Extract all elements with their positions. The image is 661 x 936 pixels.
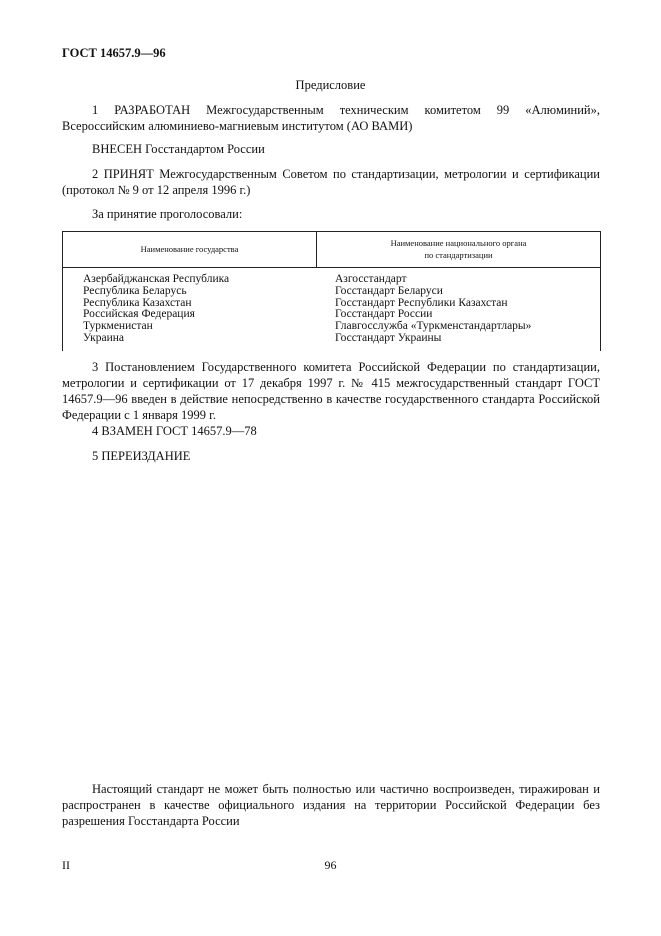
paragraph-reissue: 5 ПЕРЕИЗДАНИЕ xyxy=(92,449,191,463)
roman-page-mark: II xyxy=(62,858,70,872)
paragraph-introduced: ВНЕСЕН Госстандартом России xyxy=(92,142,265,156)
paragraph-voted: За принятие проголосовали: xyxy=(92,207,243,221)
page-number: 96 xyxy=(324,858,337,872)
table-cell-state: Российская Федерация xyxy=(83,308,195,321)
bodies-column xyxy=(335,274,531,345)
table-header-body-line1: Наименование национального органа xyxy=(390,238,527,248)
table-cell-body: Госстандарт Беларуси xyxy=(335,284,443,297)
table-cell-state: Украина xyxy=(83,331,124,344)
copyright-notice: Настоящий стандарт не может быть полностью или частично воспроизведен, тиражирован и распространен в качестве официального издания на территории Российской Федерации без разрешения Госстандарта России xyxy=(62,782,600,828)
table-cell-body: Госстандарт России xyxy=(335,308,433,321)
paragraph-replaces: 4 ВЗАМЕН ГОСТ 14657.9—78 xyxy=(92,424,257,438)
table-cell-body: Госстандарт Республики Казахстан xyxy=(335,296,508,309)
table-cell-body: Азгосстандарт xyxy=(335,273,407,285)
table-cell-state: Туркменистан xyxy=(83,320,153,333)
section-title: Предисловие xyxy=(295,78,366,92)
voting-table xyxy=(62,231,601,351)
table-header-state: Наименование государства xyxy=(140,244,239,254)
table-header-body-line2: по стандартизации xyxy=(424,250,493,260)
paragraph-adopted: 2 ПРИНЯТ Межгосударственным Советом по стандартизации, метрологии и сертификации (протокол № 9 от 12 апреля 1996 г.) xyxy=(62,167,600,197)
table-cell-body: Госстандарт Украины xyxy=(335,331,442,344)
document-id: ГОСТ 14657.9—96 xyxy=(62,46,166,60)
table-header-body xyxy=(317,237,600,261)
paragraph-developed: 1 РАЗРАБОТАН Межгосударственным техническим комитетом 99 «Алюминий», Всероссийским алюминиево-магниевым институтом (АО ВАМИ) xyxy=(62,103,600,133)
table-cell-state: Азербайджанская Республика xyxy=(83,273,230,285)
table-cell-state: Республика Беларусь xyxy=(83,284,187,297)
table-cell-body: Главгосслужба «Туркменстандартлары» xyxy=(335,320,532,333)
states-column xyxy=(83,274,229,345)
paragraph-resolution: 3 Постановлением Государственного комитета Российской Федерации по стандартизации, метрологии и сертификации от 17 декабря 1997 г. № 415 межгосударственный стандарт ГОСТ 14657.9—96 введен в действие непосредственно в качестве государственного стандарта Российской Федерации с 1 января 1999 г. xyxy=(62,360,600,422)
table-header-divider xyxy=(63,267,600,268)
table-cell-state: Республика Казахстан xyxy=(83,296,192,309)
